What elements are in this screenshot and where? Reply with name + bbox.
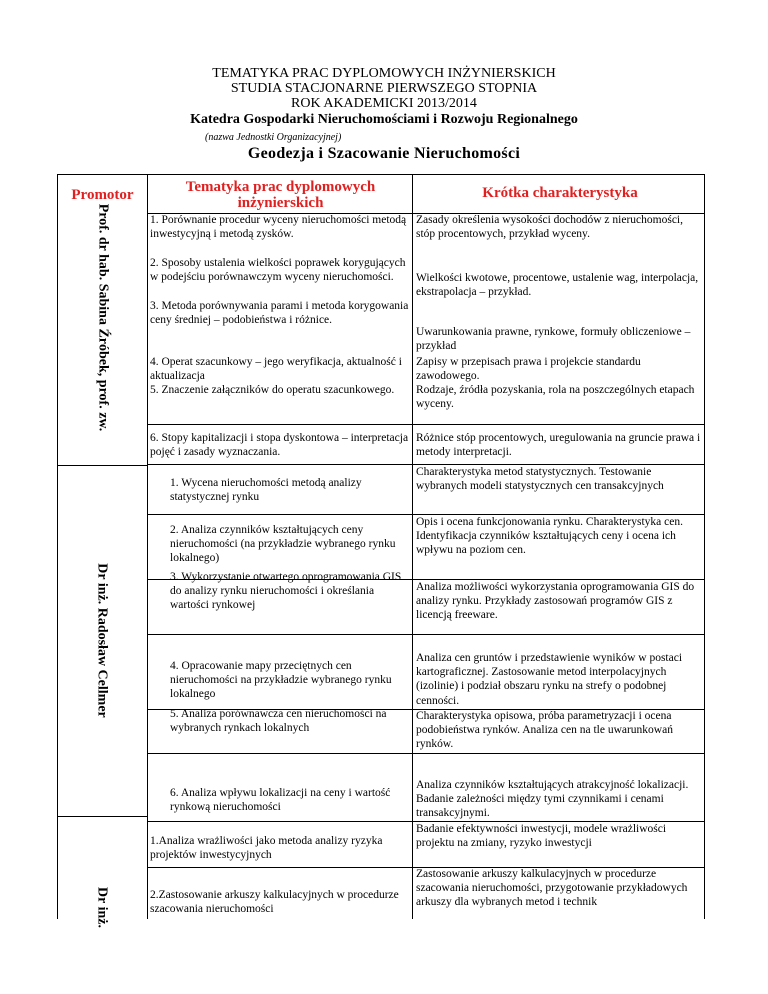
description-item: Charakterystyka opisowa, próba parametryzacji i ocena podobieństwa rynków. Analiza cen na tle uwarunkowań rynków. [416,710,673,751]
promotor-name: Prof. dr hab. Sabina Źróbek, prof. zw. [95,203,111,432]
topic-item: 3. Metoda porównywania parami i metoda korygowania ceny średniej – podobieństwa i różnice. [150,300,409,327]
description-item: Analiza cen gruntów i przedstawienie wyników w postaci kartograficznej. Zastosowanie metod interpolacyjnych (izolinie) i podział obszaru rynku na strefy o podobnej cenności. [416,652,683,707]
description-item: Uwarunkowania prawne, rynkowe, formuły obliczeniowe – przykład [416,326,691,353]
topic-item: 5. Znaczenie załączników do operatu szacunkowego. [150,384,395,396]
promotor-name: Dr inż. [94,887,110,928]
topic-item: 1. Wycena nieruchomości metodą analizy statystycznej rynku [170,477,362,504]
description-item: Zastosowanie arkuszy kalkulacyjnych w procedurze szacowania nieruchomości, przygotowanie przykładowych arkuszy dla wybranych metod i technik [416,868,688,909]
unit-note: (nazwa Jednostki Organizacyjnej) [205,132,342,143]
topic-item: 2.Zastosowanie arkuszy kalkulacyjnych w procedurze szacowania nieruchomości [150,889,399,916]
topic-item: 6. Analiza wpływu lokalizacji na ceny i wartość rynkową nieruchomości [170,787,391,814]
header-description: Krótka charakterystyka [482,185,638,201]
heading-line-3: ROK AKADEMICKI 2013/2014 [291,96,477,111]
topic-item: 1. Porównanie procedur wyceny nieruchomości metodą inwestycyjną i metodą zysków. [150,214,407,241]
topic-item: 3. Wykorzystanie otwartego oprogramowania GIS do analizy rynku nieruchomości i określania wartości rynkowej [170,571,402,612]
description-item: Charakterystyka metod statystycznych. Testowanie wybranych modeli statystycznych cen transakcyjnych [416,466,664,493]
topic-item: 4. Operat szacunkowy – jego weryfikacja, aktualność i aktualizacja [150,356,402,383]
heading-line-2: STUDIA STACJONARNE PIERWSZEGO STOPNIA [230,81,538,96]
description-item: Badanie efektywności inwestycji, modele wrażliwości projektu na zmiany, ryzyko inwestycji [416,823,667,850]
promotor-name: Dr inż. Radosław Cellmer [94,563,110,718]
description-item: Zasady określenia wysokości dochodów z nieruchomości, stóp procentowych, przykład wyceny. [416,214,683,241]
description-item: Zapisy w przepisach prawa i projekcie standardu zawodowego. [416,356,641,383]
topic-item: 4. Opracowanie mapy przeciętnych cen nieruchomości na przykładzie wybranego rynku lokalnego [170,660,392,701]
description-item: Opis i ocena funkcjonowania rynku. Charakterystyka cen. Identyfikacja czynników kształtujących ceny i ocena ich wpływu na poziom cen. [416,516,683,557]
topic-item: 5. Analiza porównawcza cen nieruchomości na wybranych rynkach lokalnych [170,708,387,735]
topic-item: 6. Stopy kapitalizacji i stopa dyskontowa – interpretacja pojęć i zasady wyznaczania. [150,432,409,459]
description-item: Wielkości kwotowe, procentowe, ustalenie wag, interpolacja, ekstrapolacja – przykład. [416,272,699,299]
topic-item: 1.Analiza wrażliwości jako metoda analizy ryzyka projektów inwestycyjnych [150,835,383,862]
description-item: Analiza możliwości wykorzystania oprogramowania GIS do analizy rynku. Przykłady zastosowań programów GIS z licencją freeware. [416,581,695,622]
header-topics: Tematyka prac dyplomowych inżynierskich [185,179,376,211]
topic-item: 2. Analiza czynników kształtujących ceny nieruchomości (na przykładzie wybranego rynku lokalnego) [170,524,396,565]
description-item: Rodzaje, źródła pozyskania, rola na poszczególnych etapach wyceny. [416,384,695,411]
heading-line-1: TEMATYKA PRAC DYPLOMOWYCH INŻYNIERSKICH [212,66,556,81]
department-name: Katedra Gospodarki Nieruchomościami i Rozwoju Regionalnego [190,112,578,127]
topics-table [57,174,705,928]
field-of-study: Geodezja i Szacowanie Nieruchomości [247,145,521,162]
description-item: Różnice stóp procentowych, uregulowania na gruncie prawa i metody interpretacji. [416,432,701,459]
topic-item: 2. Sposoby ustalenia wielkości poprawek korygujących w podejściu porównawczym wyceny nieruchomości. [150,257,406,284]
header-promotor: Promotor [71,187,134,203]
description-item: Analiza czynników kształtujących atrakcyjność lokalizacji. Badanie zależności między tymi czynnikami i cenami transakcyjnymi. [416,779,689,820]
